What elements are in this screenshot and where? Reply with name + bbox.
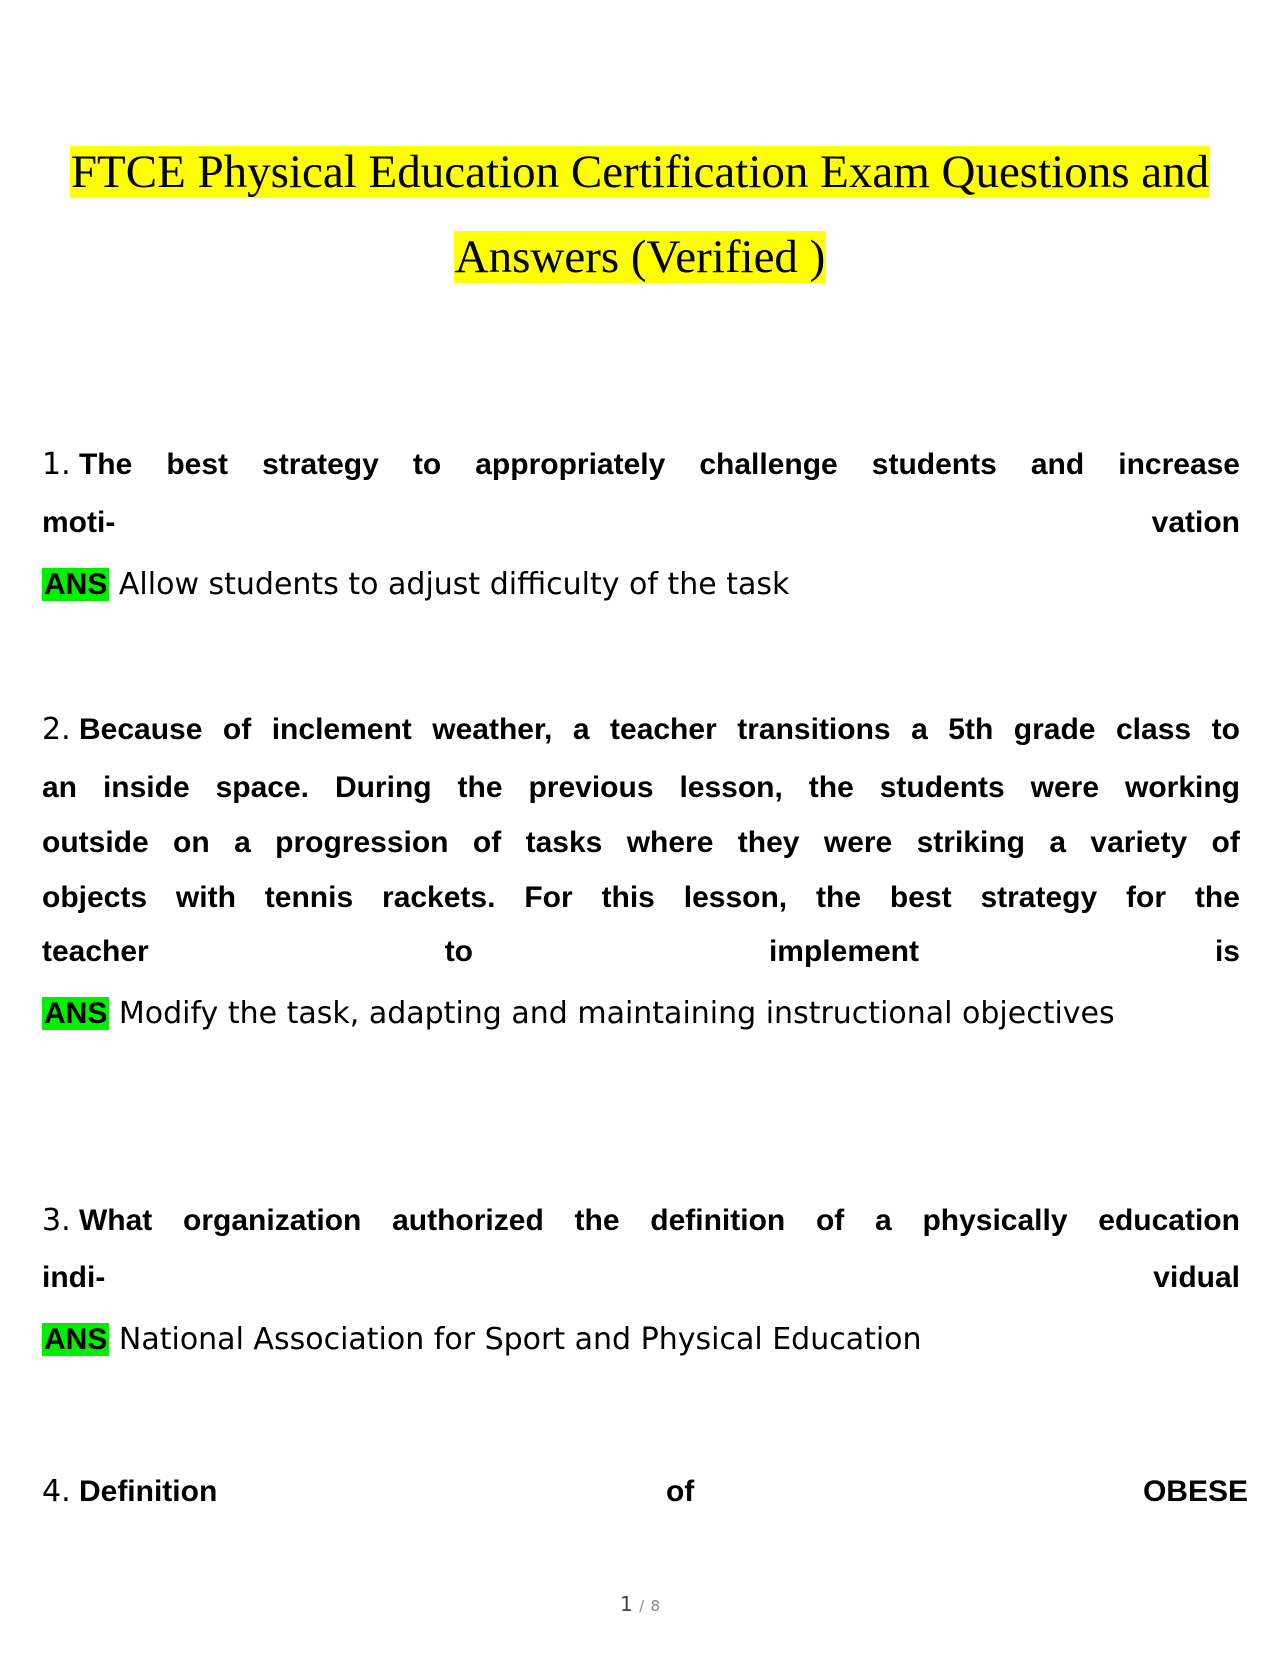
q2-w: the (816, 881, 861, 914)
q2-w: teacher (610, 713, 717, 746)
q2-w: the (808, 771, 854, 804)
q3-w: indi- (42, 1261, 106, 1294)
q2-w: space. (215, 771, 309, 804)
q2-w: grade (1013, 713, 1096, 746)
q2-w: transitions (737, 713, 891, 746)
q2-w: tennis (264, 881, 354, 914)
q2-w: inclement (271, 713, 412, 746)
q2-w: 5th (948, 713, 994, 746)
q2-w: For (524, 881, 573, 914)
q2-w: strategy (980, 881, 1098, 914)
q3-w: physically (922, 1204, 1068, 1237)
q2-w: variety (1090, 826, 1188, 859)
page-separator: / (639, 1597, 645, 1615)
answer-tag: ANS (44, 1323, 108, 1356)
answer-3 (42, 1320, 922, 1360)
answer-1 (42, 565, 789, 605)
q3-w: definition (650, 1204, 786, 1237)
document-title-line-2 (0, 228, 1280, 286)
answer-3-text: National Association for Sport and Physical Education (118, 1322, 922, 1357)
q3-w: vidual (1153, 1261, 1240, 1294)
answer-tag: ANS (44, 568, 108, 601)
q2-w: of (222, 713, 252, 746)
q2-l1-w0: 2. Because (42, 712, 203, 747)
q2-w: weather, (432, 713, 553, 746)
q4-w: of (665, 1475, 695, 1508)
q2-w: this (601, 881, 655, 914)
q3-w: the (574, 1204, 620, 1237)
q1-w: and (1030, 448, 1085, 481)
q2-w: During (334, 771, 432, 804)
q1-w: to (412, 448, 442, 481)
q1-w: appropriately (475, 448, 666, 481)
q2-w: teacher (42, 935, 149, 968)
question-2-line-4 (42, 878, 1240, 918)
q2-w: with (175, 881, 236, 914)
answer-2 (42, 994, 1115, 1034)
q2-w: an (42, 771, 78, 804)
q2-w: class (1116, 713, 1192, 746)
answer-1-text: Allow students to adjust difficulty of the task (118, 567, 790, 602)
q2-w: they (737, 826, 800, 859)
q2-w: where (626, 826, 714, 859)
q2-w: were (823, 826, 893, 859)
q1-w: best (166, 448, 229, 481)
q2-w: a (234, 826, 251, 859)
q4-w: OBESE (1142, 1475, 1248, 1508)
page-current: 1 (619, 1592, 633, 1616)
answer-tag: ANS (44, 997, 108, 1030)
q2-w: a (911, 713, 928, 746)
answer-2-text: Modify the task, adapting and maintaining instructional objectives (118, 996, 1115, 1031)
q1-w: moti- (42, 506, 116, 539)
q3-w: education (1098, 1204, 1240, 1237)
q1-l1-w0: 1. The (42, 447, 133, 482)
q1-w: challenge (699, 448, 838, 481)
q2-w: implement (768, 935, 919, 968)
q2-w: of (472, 826, 502, 859)
q2-w: the (1194, 881, 1240, 914)
q2-w: a (572, 713, 590, 746)
q2-w: lesson, (683, 881, 788, 914)
question-1-line-2 (42, 503, 1240, 543)
q2-w: tasks (525, 826, 603, 859)
q3-w: a (875, 1204, 892, 1237)
q2-w: working (1124, 771, 1240, 804)
page-indicator (0, 1592, 1280, 1616)
q2-w: progression (275, 826, 449, 859)
title-highlight-2: Answers (Verified ) (454, 231, 826, 283)
q2-w: the (457, 771, 503, 804)
question-2-line-2 (42, 768, 1240, 808)
question-2-line-3 (42, 823, 1240, 863)
q2-w: lesson, (679, 771, 783, 804)
q2-w: students (879, 771, 1005, 804)
q2-w: for (1126, 881, 1167, 914)
q3-w: of (815, 1204, 845, 1237)
q2-w: were (1030, 771, 1100, 804)
q4-l1-w0: 4. Definition (42, 1474, 218, 1509)
q3-l1-w0: 3. What (42, 1203, 153, 1238)
q1-w: vation (1151, 506, 1240, 539)
q2-w: a (1049, 826, 1067, 859)
question-3-line-1 (42, 1201, 1240, 1241)
question-2-line-1 (42, 710, 1240, 750)
q3-w: authorized (392, 1204, 544, 1237)
q2-w: inside (102, 771, 190, 804)
q2-w: previous (528, 771, 654, 804)
q2-w: rackets. (382, 881, 496, 914)
question-4-line-1 (42, 1472, 1248, 1512)
question-2-line-5 (42, 932, 1240, 972)
q2-w: of (1211, 826, 1240, 859)
q2-w: to (444, 935, 474, 968)
document-title-line-1 (0, 143, 1280, 201)
q2-w: striking (916, 826, 1025, 859)
q2-w: best (889, 881, 952, 914)
question-1-line-1 (42, 445, 1240, 485)
q2-w: outside (42, 826, 149, 859)
question-1-number: 1. (42, 447, 71, 482)
q3-w: organization (183, 1204, 362, 1237)
q2-w: objects (42, 881, 148, 914)
q1-w: increase (1118, 448, 1240, 481)
q2-w: is (1214, 935, 1240, 968)
question-4-number: 4. (42, 1474, 71, 1509)
q2-w: to (1211, 713, 1240, 746)
title-highlight-1: FTCE Physical Education Certification Exam Questions and (70, 146, 1210, 198)
q2-w: on (173, 826, 210, 859)
q1-w: students (871, 448, 997, 481)
question-2-number: 2. (42, 712, 71, 747)
page-total: 8 (650, 1597, 661, 1615)
q1-w: strategy (262, 448, 379, 481)
question-3-line-2 (42, 1258, 1240, 1298)
question-3-number: 3. (42, 1203, 71, 1238)
